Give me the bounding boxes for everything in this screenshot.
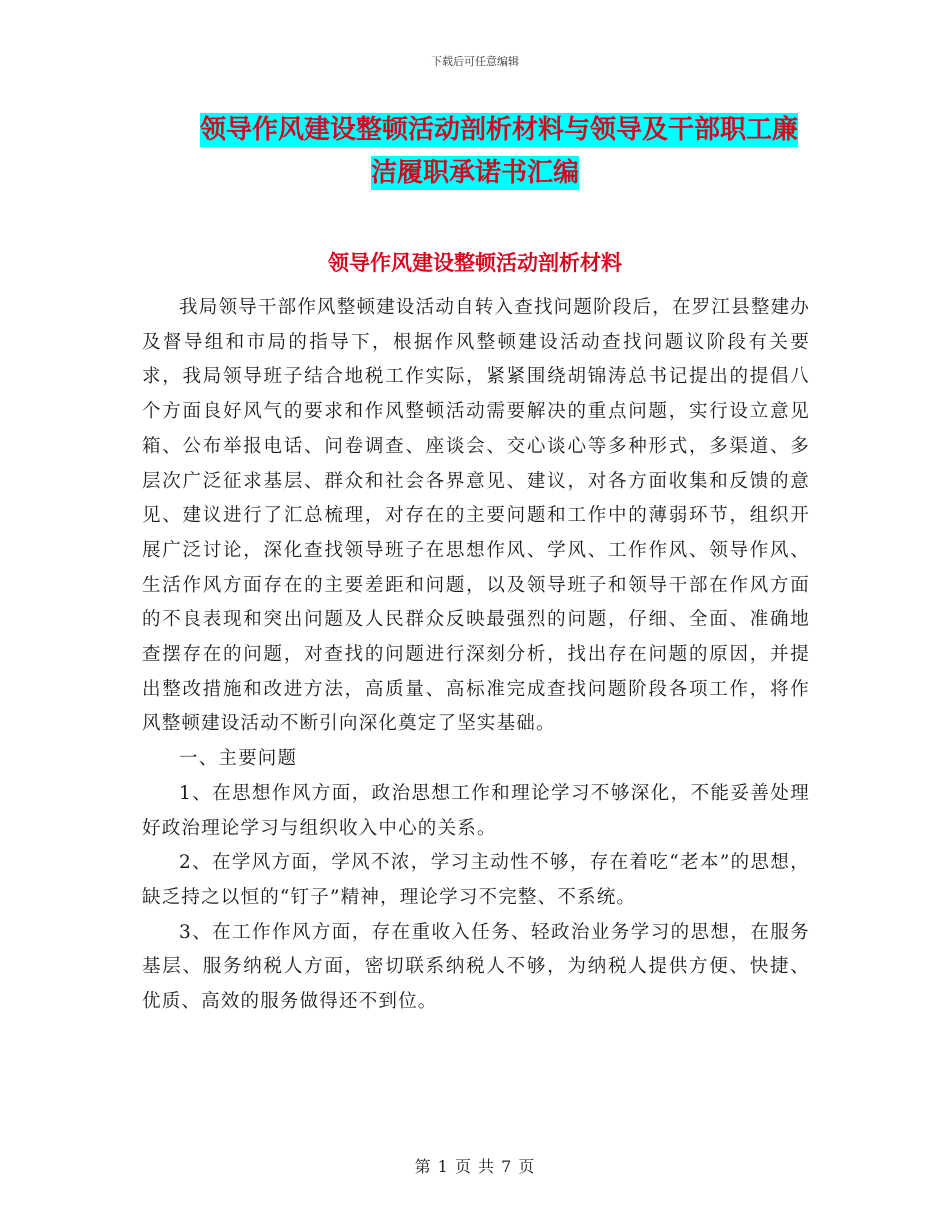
paragraph-main-issues-heading: 一、主要问题 bbox=[179, 748, 298, 770]
paragraph-issue-1: 1、在思想作风方面，政治思想工作和理论学习不够深化，不能妥善处理好政治理论学习与组织收入中心的关系。 bbox=[142, 782, 810, 839]
paragraph-issue-2: 2、在学风方面，学风不浓，学习主动性不够，存在着吃“老本”的思想，缺乏持之以恒的“钉子”精神，理论学习不完整、不系统。 bbox=[142, 852, 810, 908]
document-title-line-1 bbox=[0, 113, 950, 147]
page-number-footer: 第 1 页 共 7 页 bbox=[414, 1157, 536, 1176]
section-heading: 领导作风建设整顿活动剖析材料 bbox=[328, 251, 622, 275]
document-title-line-2 bbox=[0, 156, 950, 190]
title-line-2-text: 洁履职承诺书汇编 bbox=[370, 158, 579, 188]
paragraph-issue-3: 3、在工作作风方面，存在重收入任务、轻政治业务学习的思想，在服务基层、服务纳税人方面，密切联系纳税人不够，为纳税人提供方便、快捷、优质、高效的服务做得还不到位。 bbox=[142, 921, 810, 1013]
page-header-note: 下载后可任意编辑 bbox=[431, 55, 519, 68]
document-body bbox=[142, 291, 810, 1020]
paragraph-intro: 我局领导干部作风整顿建设活动自转入查找问题阶段后，在罗江县整建办及督导组和市局的指导下，根据作风整顿建设活动查找问题议阶段有关要求，我局领导班子结合地税工作实际，紧紧围绕胡锦涛总书记提出的提倡八个方面良好风气的要求和作风整顿活动需要解决的重点问题，实行设立意见箱、公布举报电话、问卷调查、座谈会、交心谈心等多种形式，多渠道、多层次广泛征求基层、群众和社会各界意见、建议，对各方面收集和反馈的意见、建议进行了汇总梳理，对存在的主要问题和工作中的薄弱环节，组织开展广泛讨论，深化查找领导班子在思想作风、学风、工作作风、领导作风、生活作风方面存在的主要差距和问题，以及领导班子和领导干部在作风方面的不良表现和突出问题及人民群众反映最强烈的问题，仔细、全面、准确地查摆存在的问题，对查找的问题进行深刻分析，找出存在问题的原因，并提出整改措施和改进方法，高质量、高标准完成查找问题阶段各项工作，将作风整顿建设活动不断引向深化奠定了坚实基础。 bbox=[142, 297, 810, 735]
title-line-1-text: 领导作风建设整顿活动剖析材料与领导及干部职工廉 bbox=[199, 115, 798, 145]
